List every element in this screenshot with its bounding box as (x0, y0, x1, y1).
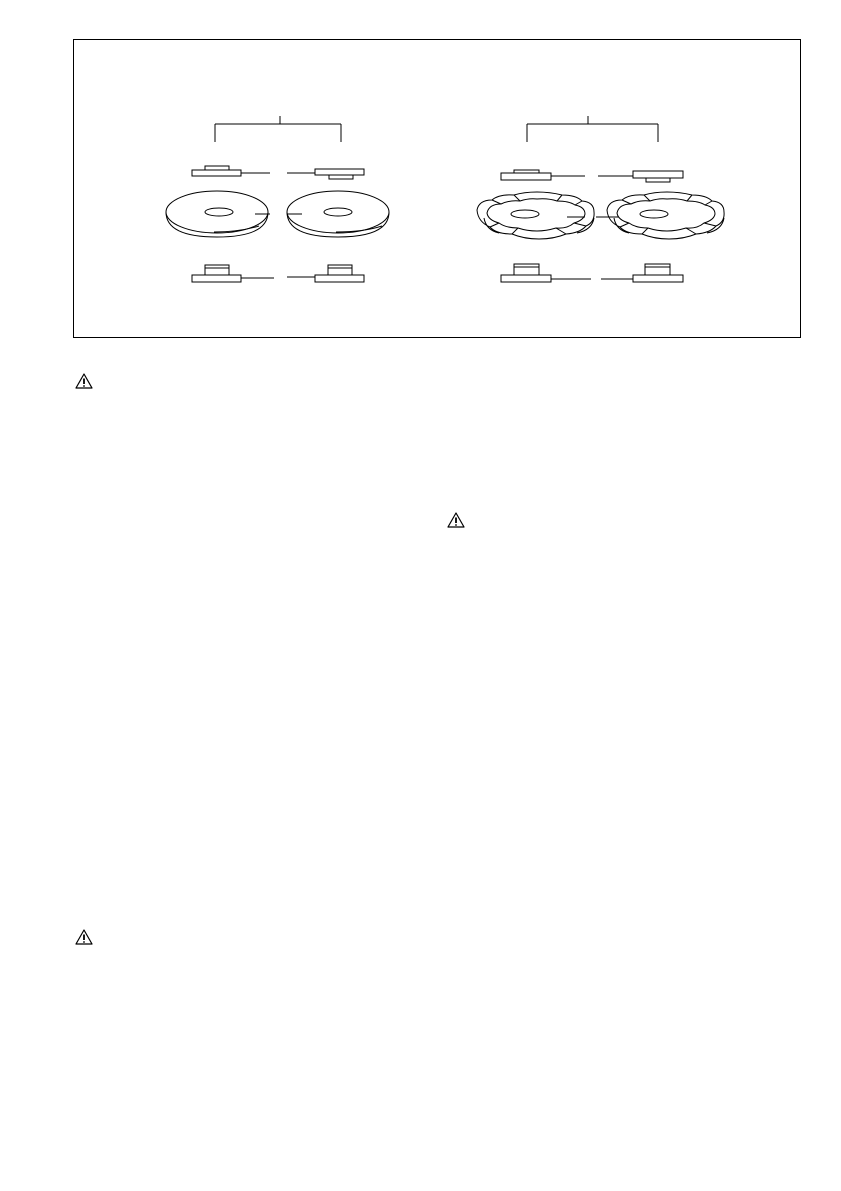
lock-nut-d (601, 264, 683, 282)
bracket-left (215, 116, 341, 142)
diamond-wheel-b (596, 192, 724, 240)
abrasive-wheel-group (166, 116, 389, 282)
wheel-assembly-figure (73, 39, 801, 338)
wheel-assembly-illustration (74, 40, 802, 339)
caution-icon (447, 512, 465, 528)
inner-flange-b (287, 169, 364, 179)
abrasive-wheel-a (166, 191, 270, 237)
diamond-wheel-a (477, 192, 594, 240)
inner-flange-a (192, 166, 270, 176)
bracket-right (527, 116, 658, 142)
lock-nut-b (287, 265, 364, 282)
caution-icon (75, 929, 93, 945)
diamond-wheel-group (477, 116, 724, 282)
caution-icon (75, 373, 93, 389)
abrasive-wheel-b (287, 191, 389, 237)
inner-flange-d (598, 171, 683, 182)
inner-flange-c (501, 170, 585, 180)
lock-nut-c (501, 264, 591, 282)
lock-nut-a (192, 265, 274, 282)
